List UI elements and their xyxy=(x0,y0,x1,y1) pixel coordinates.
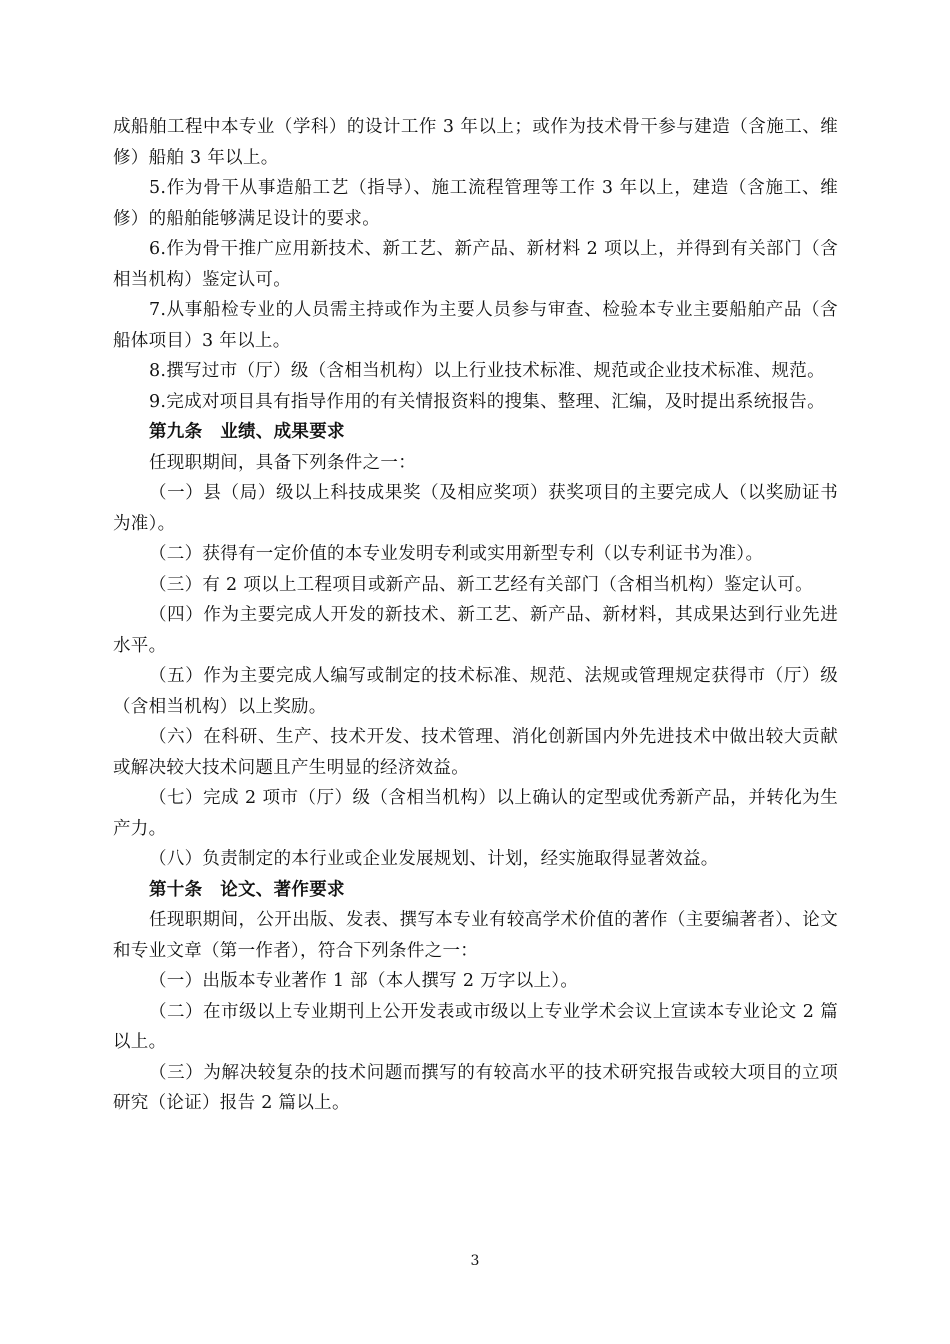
paragraph: （三）有 2 项以上工程项目或新产品、新工艺经有关部门（含相当机构）鉴定认可。 xyxy=(149,574,813,595)
paragraph: （一）出版本专业著作 1 部（本人撰写 2 万字以上）。 xyxy=(149,971,579,991)
paragraph: （六）在科研、生产、技术开发、技术管理、消化创新国内外先进技术中做出较大贡献或解决较大技术问题且产生明显的经济效益。 xyxy=(113,727,838,778)
paragraph: （四）作为主要完成人开发的新技术、新工艺、新产品、新材料，其成果达到行业先进水平。 xyxy=(113,605,838,656)
paragraph: 7.从事船检专业的人员需主持或作为主要人员参与审查、检验本专业主要船舶产品（含船体项目）3 年以上。 xyxy=(113,300,838,351)
paragraph: （二）获得有一定价值的本专业发明专利或实用新型专利（以专利证书为准）。 xyxy=(149,544,764,564)
paragraph: （七）完成 2 项市（厅）级（含相当机构）以上确认的定型或优秀新产品，并转化为生产力。 xyxy=(113,788,838,839)
section-heading: 第九条 业绩、成果要求 xyxy=(149,422,345,442)
paragraph: 任现职期间，公开出版、发表、撰写本专业有较高学术价值的著作（主要编著者）、论文和专业文章（第一作者），符合下列条件之一： xyxy=(113,910,838,961)
paragraph: 成船舶工程中本专业（学科）的设计工作 3 年以上；或作为技术骨干参与建造（含施工、维修）船舶 3 年以上。 xyxy=(113,117,838,168)
paragraph: 9.完成对项目具有指导作用的有关情报资料的搜集、整理、汇编，及时提出系统报告。 xyxy=(149,391,825,412)
paragraph: （三）为解决较复杂的技术问题而撰写的有较高水平的技术研究报告或较大项目的立项研究（论证）报告 2 篇以上。 xyxy=(113,1062,838,1113)
paragraph: （一）县（局）级以上科技成果奖（及相应奖项）获奖项目的主要完成人（以奖励证书为准）。 xyxy=(113,483,838,534)
page-number: 3 xyxy=(470,1253,480,1269)
paragraph: 5.作为骨干从事造船工艺（指导）、施工流程管理等工作 3 年以上，建造（含施工、维修）的船舶能够满足设计的要求。 xyxy=(113,178,838,229)
paragraph: （二）在市级以上专业期刊上公开发表或市级以上专业学术会议上宣读本专业论文 2 篇以上。 xyxy=(113,1001,838,1052)
paragraph: （八）负责制定的本行业或企业发展规划、计划，经实施取得显著效益。 xyxy=(149,849,719,869)
paragraph: 任现职期间，具备下列条件之一： xyxy=(149,452,416,473)
section-heading: 第十条 论文、著作要求 xyxy=(149,879,345,900)
paragraph: 8.撰写过市（厅）级（含相当机构）以上行业技术标准、规范或企业技术标准、规范。 xyxy=(149,361,825,381)
paragraph: （五）作为主要完成人编写或制定的技术标准、规范、法规或管理规定获得市（厅）级（含相当机构）以上奖励。 xyxy=(113,666,838,717)
paragraph: 6.作为骨干推广应用新技术、新工艺、新产品、新材料 2 项以上，并得到有关部门（含相当机构）鉴定认可。 xyxy=(113,239,838,290)
document-body xyxy=(113,112,838,1119)
